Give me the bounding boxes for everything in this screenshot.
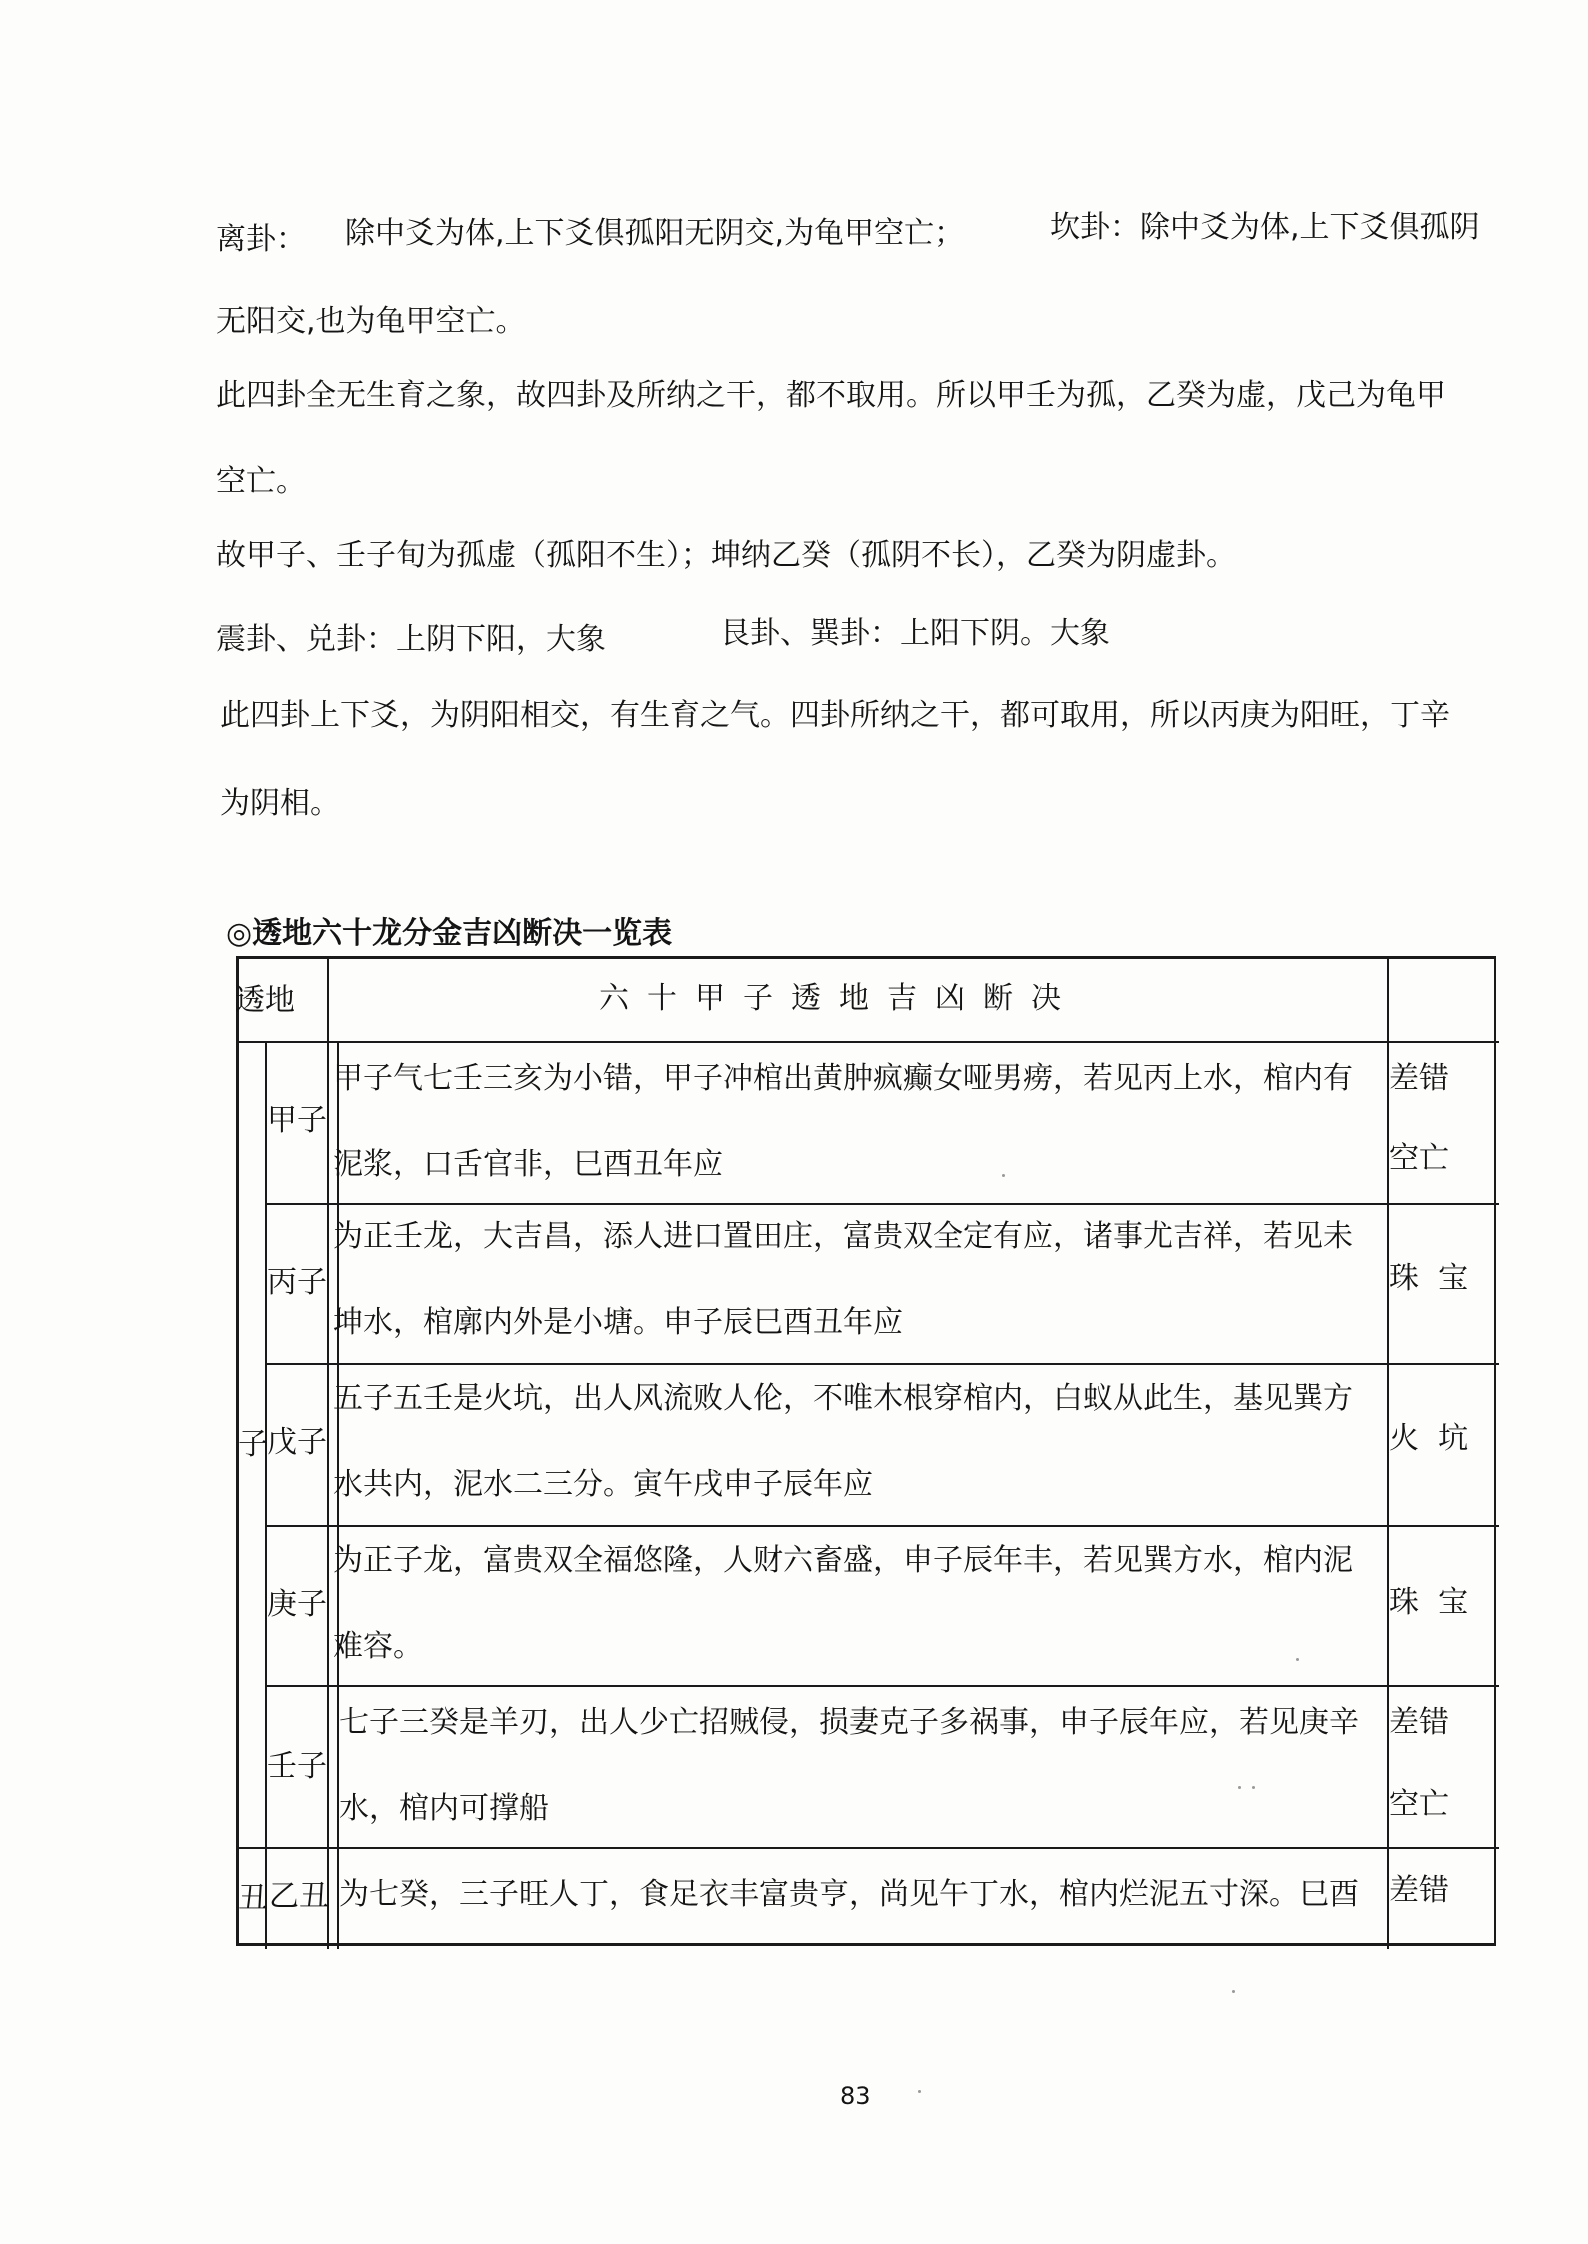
verdict-text-line: 泥浆，口舌官非，巳酉丑年应 <box>333 1147 723 1182</box>
verdict-text-line: 甲子气七壬三亥为小错，甲子冲棺出黄肿疯癫女哑男痨，若见丙上水，棺内有 <box>333 1061 1353 1096</box>
ganzhi-label: 庚子 <box>267 1587 327 1622</box>
paragraph-line: 此四卦全无生育之象，故四卦及所纳之干，都不取用。所以甲壬为孤，乙癸为虚，戊己为龟甲 <box>216 378 1446 413</box>
verdict-text-line: 难容。 <box>333 1629 423 1664</box>
paragraph-line: 为阴相。 <box>220 786 340 821</box>
paragraph-line: 空亡。 <box>216 464 306 499</box>
table-header-cell: 六十甲子透地吉凶断决 <box>599 981 1079 1016</box>
paragraph-line: 离卦： <box>216 222 306 257</box>
ganzhi-label: 戊子 <box>267 1425 327 1460</box>
table-rule <box>265 1203 1499 1205</box>
table-rule <box>265 1041 267 1949</box>
scan-speck <box>918 2090 921 2093</box>
section-title: ◎透地六十龙分金吉凶断决一览表 <box>226 916 673 951</box>
group-label: 子 <box>238 1427 268 1462</box>
verdict-text-line: 五子五壬是火坑，出人风流败人伦，不唯木根穿棺内，白蚁从此生，基见巽方 <box>333 1381 1353 1416</box>
verdict-label: 珠 宝 <box>1389 1585 1469 1620</box>
ganzhi-label: 壬子 <box>267 1749 327 1784</box>
ganzhi-label: 甲子 <box>267 1103 327 1138</box>
verdict-text-line: 七子三癸是羊刃，出人少亡招贼侵，损妻克子多祸事，申子辰年应，若见庚辛 <box>339 1705 1359 1740</box>
table-rule <box>265 1525 1499 1527</box>
paragraph-line: 无阳交,也为龟甲空亡。 <box>216 304 526 339</box>
paragraph-line: 艮卦、巽卦：上阳下阴。大象 <box>720 616 1110 651</box>
verdict-text-line: 为正子龙，富贵双全福悠隆，人财六畜盛，申子辰年丰，若见巽方水，棺内泥 <box>333 1543 1353 1578</box>
verdict-text-line: 为七癸，三子旺人丁，食足衣丰富贵亨，尚见午丁水，棺内烂泥五寸深。巳酉 <box>339 1877 1359 1912</box>
verdict-text-line: 水，棺内可撑船 <box>339 1791 549 1826</box>
scan-speck <box>1252 1786 1255 1789</box>
scan-speck <box>1296 1658 1299 1661</box>
verdict-label: 空亡 <box>1389 1141 1449 1176</box>
paragraph-line: 除中爻为体,上下爻俱孤阳无阴交,为龟甲空亡； <box>345 216 965 251</box>
paragraph-line: 故甲子、壬子旬为孤虚（孤阳不生）；坤纳乙癸（孤阴不长），乙癸为阴虚卦。 <box>216 538 1236 573</box>
fortune-table <box>236 956 1496 1946</box>
verdict-label: 珠 宝 <box>1389 1261 1469 1296</box>
table-rule <box>239 1041 1499 1043</box>
verdict-label: 差错 <box>1389 1873 1449 1908</box>
table-rule <box>265 1685 1499 1687</box>
ganzhi-label: 丙子 <box>267 1265 327 1300</box>
verdict-label: 火 坑 <box>1389 1421 1469 1456</box>
table-rule <box>265 1363 1499 1365</box>
paragraph-line: 震卦、兑卦：上阴下阳，大象 <box>216 622 606 657</box>
group-label: 丑 <box>238 1881 268 1916</box>
table-rule <box>327 959 329 1949</box>
paragraph-line: 坎卦：除中爻为体,上下爻俱孤阴 <box>1050 210 1480 245</box>
table-rule <box>239 1847 1499 1849</box>
verdict-label: 空亡 <box>1389 1787 1449 1822</box>
verdict-label: 差错 <box>1389 1705 1449 1740</box>
verdict-text-line: 水共内，泥水二三分。寅午戌申子辰年应 <box>333 1467 873 1502</box>
scan-speck <box>1002 1174 1005 1177</box>
verdict-text-line: 坤水，棺廓内外是小塘。申子辰巳酉丑年应 <box>333 1305 903 1340</box>
ganzhi-label: 乙丑 <box>269 1879 329 1914</box>
scan-speck <box>1238 1786 1241 1789</box>
page-number: 83 <box>840 2082 871 2110</box>
verdict-label: 差错 <box>1389 1061 1449 1096</box>
paragraph-line: 此四卦上下爻，为阴阳相交，有生育之气。四卦所纳之干，都可取用，所以丙庚为阳旺，丁辛 <box>220 698 1450 733</box>
table-header-cell: 透地 <box>235 983 295 1018</box>
scan-speck <box>1232 1990 1235 1993</box>
verdict-text-line: 为正壬龙，大吉昌，添人进口置田庄，富贵双全定有应，诸事尤吉祥，若见未 <box>333 1219 1353 1254</box>
